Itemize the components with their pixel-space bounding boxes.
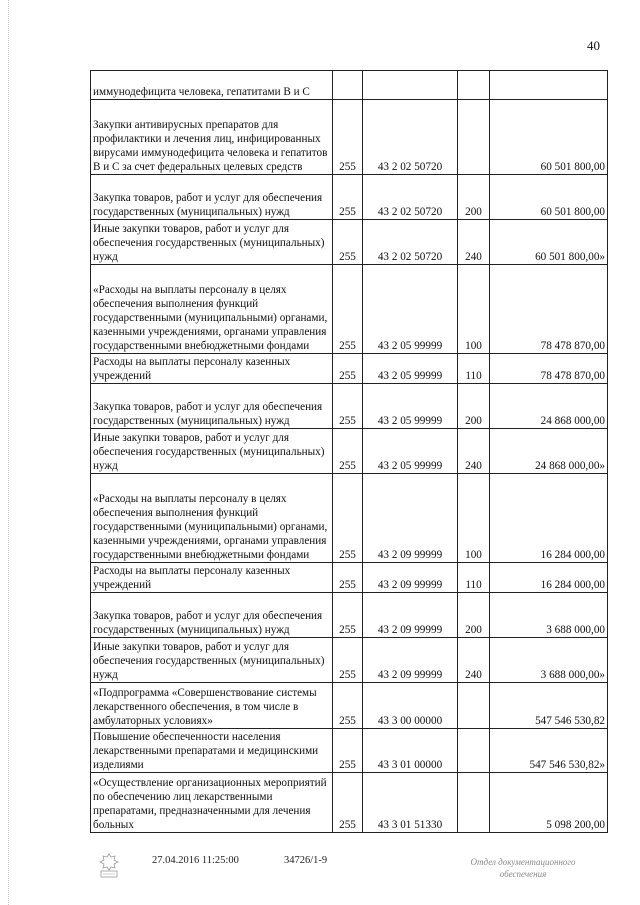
row-sum: 78 478 870,00: [490, 265, 608, 354]
table-row: [91, 429, 608, 474]
row-sum: 60 501 800,00: [490, 175, 608, 220]
row-target-article: [363, 71, 458, 100]
table-row: [91, 474, 608, 563]
binder-edge-line: [8, 0, 10, 905]
row-expense-type: 240: [458, 220, 490, 265]
row-sum: 24 868 000,00»: [490, 429, 608, 474]
row-target-article: 43 2 05 99999: [363, 429, 458, 474]
row-name: Расходы на выплаты персоналу казенных учреждений: [91, 354, 333, 384]
row-sum: 24 868 000,00: [490, 384, 608, 429]
table-row: [91, 265, 608, 354]
row-name: Иные закупки товаров, работ и услуг для обеспечения государственных (муниципальных) нужд: [91, 429, 333, 474]
row-expense-type: 110: [458, 354, 490, 384]
row-target-article: 43 2 02 50720: [363, 100, 458, 175]
row-sum: 60 501 800,00: [490, 100, 608, 175]
row-name: Закупка товаров, работ и услуг для обеспечения государственных (муниципальных) нужд: [91, 593, 333, 638]
row-target-article: 43 2 09 99999: [363, 563, 458, 593]
row-sum: [490, 71, 608, 100]
row-expense-type: 200: [458, 384, 490, 429]
stamp-line-1: Отдел документационного: [470, 857, 576, 867]
coat-of-arms-icon: [97, 852, 121, 880]
row-name: иммунодефицита человека, гепатитами В и С: [91, 71, 333, 100]
row-expense-type: 200: [458, 175, 490, 220]
row-department-code: 255: [333, 265, 363, 354]
row-expense-type: 110: [458, 563, 490, 593]
row-sum: 3 688 000,00»: [490, 638, 608, 683]
row-sum: 3 688 000,00: [490, 593, 608, 638]
budget-table: [90, 70, 608, 833]
row-department-code: [333, 71, 363, 100]
row-name: «Расходы на выплаты персоналу в целях обеспечения выполнения функций государственными (муниципальными) органами, казенными учреждениями, органами управления государственными внебюджетными фондами: [91, 265, 333, 354]
table-row: [91, 638, 608, 683]
row-expense-type: 100: [458, 265, 490, 354]
table-row: [91, 100, 608, 175]
row-sum: 547 546 530,82: [490, 683, 608, 729]
row-department-code: 255: [333, 729, 363, 773]
row-expense-type: 200: [458, 593, 490, 638]
row-expense-type: 240: [458, 429, 490, 474]
stamp-line-2: обеспечения: [499, 869, 547, 879]
row-department-code: 255: [333, 429, 363, 474]
row-target-article: 43 2 05 99999: [363, 265, 458, 354]
table-row: [91, 593, 608, 638]
page-number: 40: [587, 38, 600, 53]
row-name: Повышение обеспеченности населения лекарственными препаратами и медицинскими изделиями: [91, 729, 333, 773]
budget-table-body: [91, 71, 608, 833]
row-name: Закупка товаров, работ и услуг для обеспечения государственных (муниципальных) нужд: [91, 175, 333, 220]
table-row: [91, 729, 608, 773]
row-target-article: 43 3 00 00000: [363, 683, 458, 729]
row-sum: 16 284 000,00: [490, 563, 608, 593]
row-department-code: 255: [333, 100, 363, 175]
row-name: Иные закупки товаров, работ и услуг для обеспечения государственных (муниципальных) нужд: [91, 220, 333, 265]
row-name: «Осуществление организационных мероприятий по обеспечению лиц лекарственными препаратами, предназначенными для лечения больных: [91, 773, 333, 833]
row-expense-type: [458, 773, 490, 833]
footer-document-number: 34726/1-9: [284, 855, 328, 866]
row-expense-type: [458, 71, 490, 100]
row-department-code: 255: [333, 175, 363, 220]
row-target-article: 43 2 02 50720: [363, 175, 458, 220]
table-row: [91, 563, 608, 593]
row-department-code: 255: [333, 354, 363, 384]
row-target-article: 43 2 05 99999: [363, 354, 458, 384]
row-sum: 60 501 800,00»: [490, 220, 608, 265]
row-department-code: 255: [333, 474, 363, 563]
row-target-article: 43 2 09 99999: [363, 593, 458, 638]
table-row: [91, 220, 608, 265]
row-target-article: 43 3 01 00000: [363, 729, 458, 773]
row-expense-type: [458, 683, 490, 729]
table-row: [91, 384, 608, 429]
row-department-code: 255: [333, 773, 363, 833]
table-row: [91, 175, 608, 220]
row-department-code: 255: [333, 683, 363, 729]
row-target-article: 43 2 09 99999: [363, 474, 458, 563]
row-sum: 16 284 000,00: [490, 474, 608, 563]
row-department-code: 255: [333, 638, 363, 683]
row-expense-type: 100: [458, 474, 490, 563]
row-target-article: 43 2 09 99999: [363, 638, 458, 683]
table-row: [91, 354, 608, 384]
row-department-code: 255: [333, 220, 363, 265]
row-target-article: 43 2 02 50720: [363, 220, 458, 265]
row-expense-type: 240: [458, 638, 490, 683]
row-name: Закупки антивирусных препаратов для профилактики и лечения лиц, инфицированных вирусами иммунодефицита человека и гепатитов В и С за счет федеральных целевых средств: [91, 100, 333, 175]
row-name: «Подпрограмма «Совершенствование системы лекарственного обеспечения, в том числе в амбулаторных условиях»: [91, 683, 333, 729]
row-name: Расходы на выплаты персоналу казенных учреждений: [91, 563, 333, 593]
row-department-code: 255: [333, 593, 363, 638]
row-sum: 78 478 870,00: [490, 354, 608, 384]
department-stamp: [448, 856, 598, 880]
table-row: [91, 71, 608, 100]
row-expense-type: [458, 729, 490, 773]
row-sum: 547 546 530,82»: [490, 729, 608, 773]
table-row: [91, 683, 608, 729]
footer-date: 27.04.2016 11:25:00: [152, 855, 239, 866]
row-department-code: 255: [333, 384, 363, 429]
table-row: [91, 773, 608, 833]
row-target-article: 43 3 01 51330: [363, 773, 458, 833]
row-sum: 5 098 200,00: [490, 773, 608, 833]
row-expense-type: [458, 100, 490, 175]
row-department-code: 255: [333, 563, 363, 593]
row-name: «Расходы на выплаты персоналу в целях обеспечения выполнения функций государственными (муниципальными) органами, казенными учреждениями, органами управления государственными внебюджетными фондами: [91, 474, 333, 563]
row-target-article: 43 2 05 99999: [363, 384, 458, 429]
row-name: Иные закупки товаров, работ и услуг для обеспечения государственных (муниципальных) нужд: [91, 638, 333, 683]
row-name: Закупка товаров, работ и услуг для обеспечения государственных (муниципальных) нужд: [91, 384, 333, 429]
